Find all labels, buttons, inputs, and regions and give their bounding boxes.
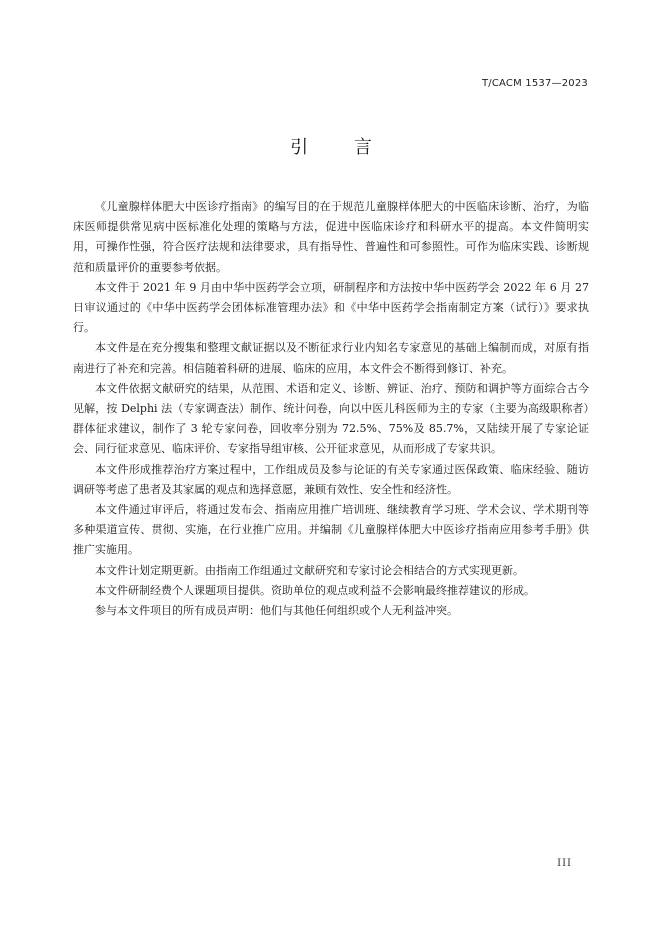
paragraph-update-plan: 本文件计划定期更新。由指南工作组通过文献研究和专家讨论会相结合的方式实现更新。: [95, 563, 524, 577]
page-number: III: [557, 858, 572, 869]
paragraph-dissemination: 本文件通过审评后，将通过发布会、指南应用推广培训班、继续教育学习班、学术会议、学术期刊等多种渠道宣传、贯彻、实施，在行业推广应用。并编制《儿童腺样体肥大中医诊疗指南应用参考手册》供推广实施用。: [73, 503, 589, 557]
paragraph-recommendation-process: 本文件形成推荐治疗方案过程中，工作组成员及参与论证的有关专家通过医保政策、临床经验、随访调研等考虑了患者及其家属的观点和选择意愿，兼顾有效性、安全性和经济性。: [73, 462, 589, 496]
paragraph-compilation-basis: 本文件是在充分搜集和整理文献证据以及不断征求行业内知名专家意见的基础上编制而成，对原有指南进行了补充和完善。相信随着科研的进展、临床的应用，本文件会不断得到修订、补充。: [73, 341, 589, 375]
paragraph-methodology: 本文件依据文献研究的结果，从范围、术语和定义、诊断、辨证、治疗、预防和调护等方面综合古今见解，按 Delphi 法（专家调查法）制作、统计问卷，向以中医儿科医师为主的专家（主要为高级职称者）群体征求建议，制作了 3 轮专家问卷，回收率分别为 72.5%、75%及 85.7%，又陆续开展了专家论证会、同行征求意见、临床评价、专家指导组审核、公开征求意见，从而形成了专家共识。: [73, 381, 589, 456]
body-text: [73, 197, 589, 621]
paragraph-funding: 本文件研制经费个人课题项目提供。资助单位的观点或利益不会影响最终推荐建议的形成。: [95, 583, 535, 597]
section-title: 引 言: [290, 137, 392, 158]
paragraph-purpose: 《儿童腺样体肥大中医诊疗指南》的编写目的在于规范儿童腺样体肥大的中医临床诊断、治疗，为临床医师提供常见病中医标准化处理的策略与方法，促进中医临床诊疗和科研水平的提高。本文件简明实用，可操作性强，符合医疗法规和法律要求，具有指导性、普遍性和可参照性。可作为临床实践、诊断规范和质量评价的重要参考依据。: [73, 200, 589, 274]
paragraph-project-setup: 本文件于 2021 年 9 月由中华中医药学会立项，研制程序和方法按中华中医药学会 2022 年 6 月 27 日审议通过的《中华中医药学会团体标准管理办法》和《中华中医药学会指南制定方案（试行）》要求执行。: [73, 280, 589, 335]
paragraph-conflict-declaration: 参与本文件项目的所有成员声明：他们与其他任何组织或个人无利益冲突。: [95, 604, 458, 618]
document-code: T/CACM 1537—2023: [481, 78, 588, 89]
